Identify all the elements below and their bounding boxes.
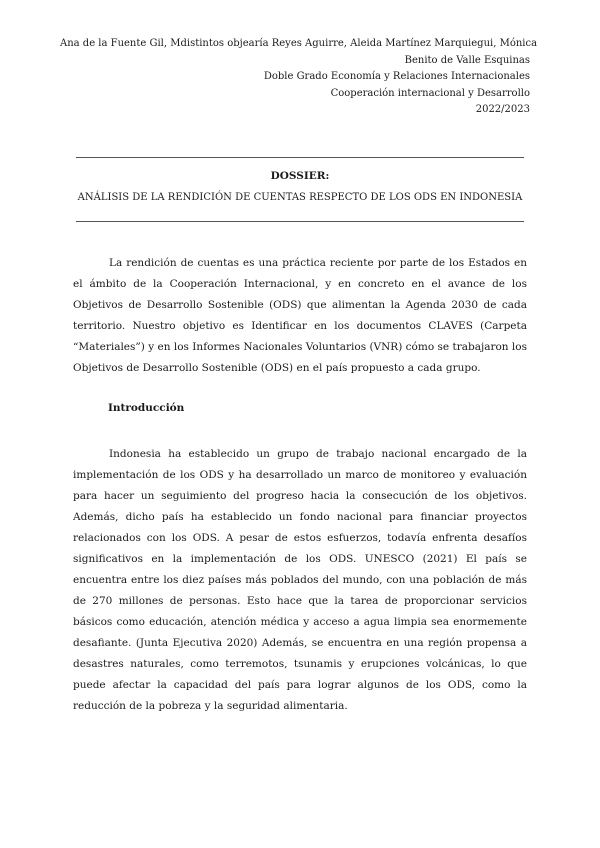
degree-line: Doble Grado Economía y Relaciones Internacionales (263, 71, 530, 82)
course-line: Cooperación internacional y Desarrollo (330, 87, 530, 99)
top-divider (76, 157, 524, 158)
year-line: 2022/2023 (475, 104, 530, 115)
authors-line-2: Benito de Valle Esquinas (404, 54, 530, 66)
section-paragraph: Indonesia ha establecido un grupo de trabajo nacional encargado de la implementación de los ODS y ha desarrollado un marco de monitoreo y evaluación para hacer un seguimiento del progreso hacia la consecución de los objetivos. Además, dicho país ha establecido un fondo nacional para financiar proyectos relacionados con los ODS. A pesar de estos esfuerzos, todavía enfrenta desafíos significativos en la implementación de los ODS. UNESCO (2021) El país se encuentra entre los diez países más poblados del mundo, con una población de más de 270 millones de personas. Esto hace que la tarea de proporcionar servicios básicos como educación, atención médica y acceso a agua limpia sea enormemente desafiante. (Junta Ejecutiva 2020) Además, se encuentra en una región propensa a desastres naturales, como terremotos, tsunamis y erupciones volcánicas, lo que puede afectar la capacidad del país para lograr algunos de los ODS, como la reducción de la pobreza y la seguridad alimentaria. (73, 448, 527, 712)
authors-line-1: Ana de la Fuente Gil, Mdistintos objearía Reyes Aguirre, Aleida Martínez Marquiegui, Mónica (60, 38, 538, 49)
intro-paragraph: La rendición de cuentas es una práctica reciente por parte de los Estados en el ámbito de la Cooperación Internacional, y en concreto en el avance de los Objetivos de Desarrollo Sostenible (ODS) que alimentan la Agenda 2030 de cada territorio. Nuestro objetivo es Identificar en los documentos CLAVES (Carpeta “Materiales”) y en los Informes Nacionales Voluntarios (VNR) cómo se trabajaron los Objetivos de Desarrollo Sostenible (ODS) en el país propuesto a cada grupo. (73, 257, 527, 374)
bottom-divider (76, 221, 524, 222)
dossier-label: DOSSIER: (270, 170, 330, 182)
dossier-title: ANÁLISIS DE LA RENDICIÓN DE CUENTAS RESPECTO DE LOS ODS EN INDONESIA (77, 192, 523, 203)
document-header (60, 36, 538, 119)
section-heading: Introducción (108, 402, 185, 414)
